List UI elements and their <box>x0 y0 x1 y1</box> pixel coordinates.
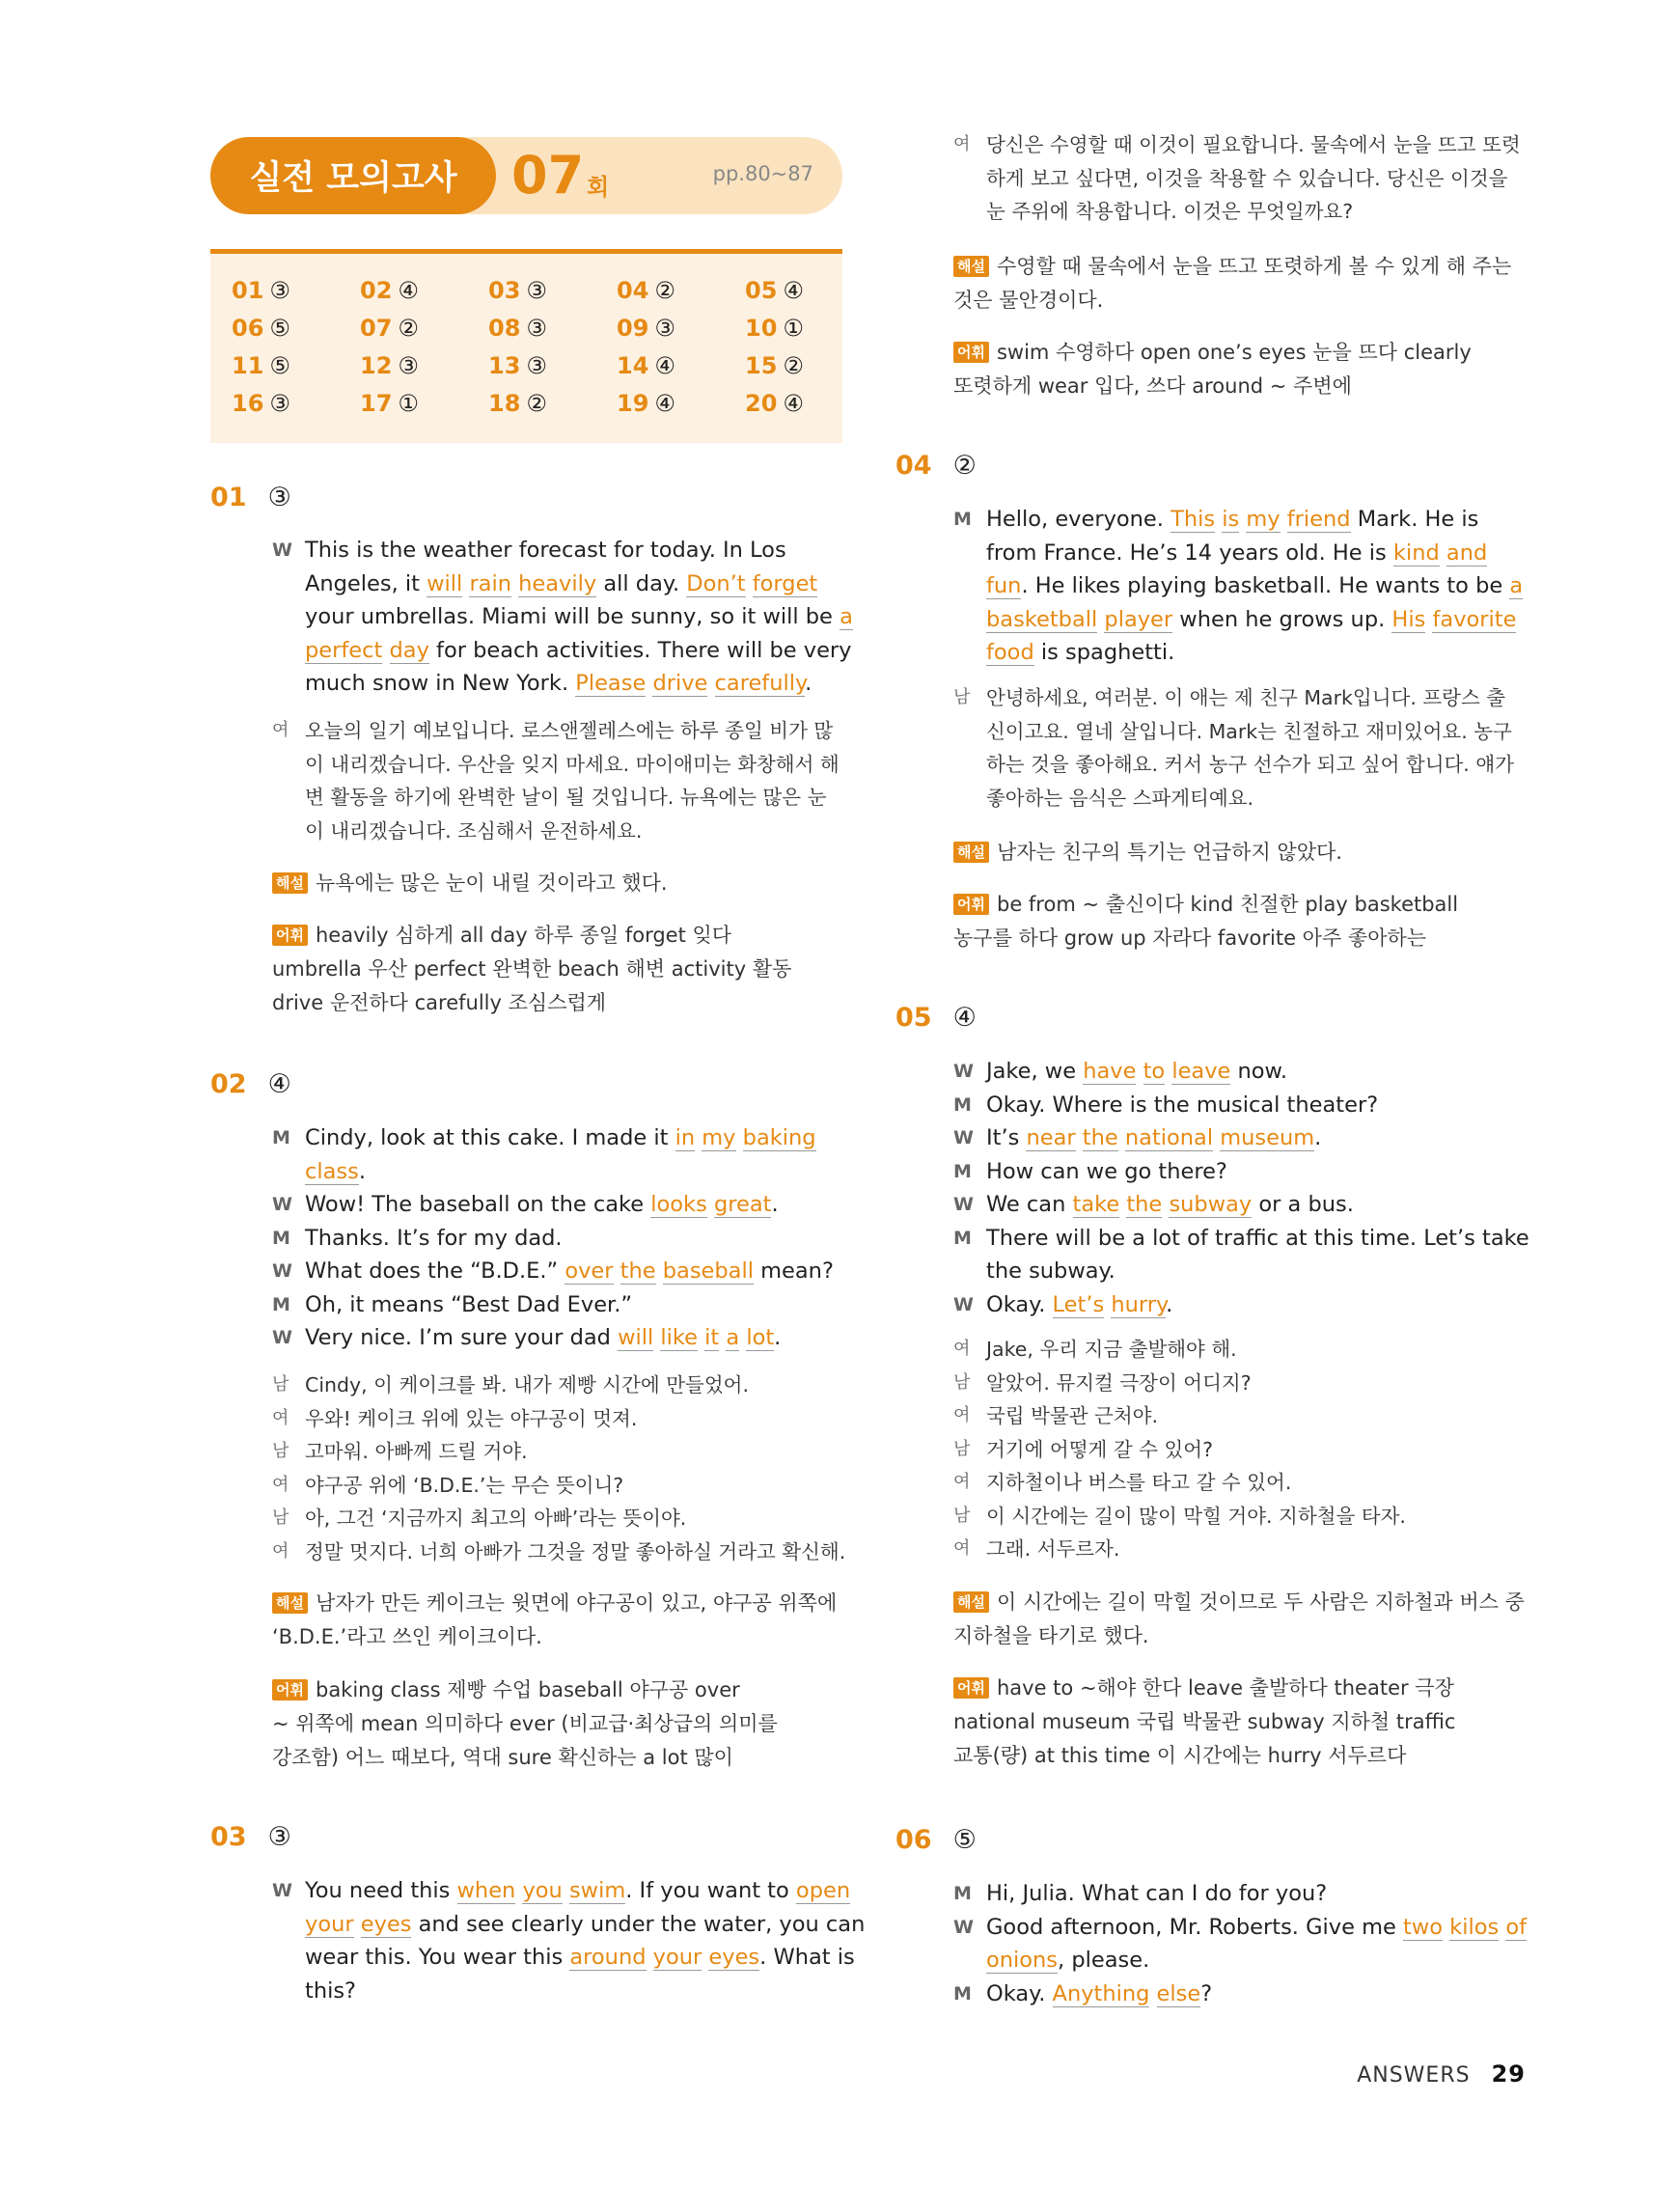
answer-row <box>232 315 873 342</box>
question-heading: 01 ③ <box>210 483 291 512</box>
page-number: 29 <box>1491 2060 1526 2088</box>
vocabulary: 어휘 have to ~해야 한다 leave 출발하다 theater 극장 national museum 국립 박물관 subway 지하철 traffic 교통(량) at this time 이 시간에는 hurry 서두르다 <box>953 1676 1456 1767</box>
vocabulary: 어휘 heavily 심하게 all day 하루 종일 forget 잊다 umbrella 우산 perfect 완벽한 beach 해변 activity 활동 drive 운전하다 carefully 조심스럽게 <box>272 924 792 1014</box>
script-korean: 여 Jake, 우리 지금 출발해야 해. 남 알았어. 뮤지컬 극장이 어디지? 여 국립 박물관 근처야. 남 거기에 어떻게 갈 수 있어? 여 지하철이나 버스를 타고 갈 수 있어. 남 이 시간에는 길이 많이 막힐 거야. 지하철을 타자. 여 그래. 서두르자. <box>953 1338 1406 1561</box>
page-footer <box>1357 2060 1526 2088</box>
answer-cell: 09 ③ <box>617 315 675 342</box>
script-english: W This is the weather forecast for today. In Los Angeles, it will rain heavily all day. Don’t forget your umbrellas. Miami will be sunny, so it will be a perfect day for beach activities. There will be very much snow in New York. Please drive carefully. <box>272 538 853 696</box>
explanation: 해설 뉴욕에는 많은 눈이 내릴 것이라고 했다. <box>272 867 668 900</box>
answer-cell: 15 ② <box>745 352 804 379</box>
answer-cell: 11 ⑤ <box>232 352 290 379</box>
answer-cell: 20 ④ <box>745 390 804 417</box>
question-heading: 03 ③ <box>210 1822 291 1852</box>
answer-cell: 14 ④ <box>617 352 675 379</box>
explanation: 해설 남자는 친구의 특기는 언급하지 않았다. <box>953 836 1342 870</box>
script-korean: 여 당신은 수영할 때 이것이 필요합니다. 물속에서 눈을 뜨고 또렷 하게 보고 싶다면, 이것을 착용할 수 있습니다. 당신은 이것을 눈 주위에 착용합니다. 이것은 무엇일까요? <box>953 133 1521 223</box>
explanation: 해설 남자가 만든 케이크는 윗면에 야구공이 있고, 야구공 위쪽에 ‘B.D.E.’라고 쓰인 케이크이다. <box>272 1591 838 1648</box>
answer-cell: 13 ③ <box>488 352 547 379</box>
answer-cell: 05 ④ <box>745 277 804 304</box>
answer-cell: 07 ② <box>360 315 419 342</box>
answer-cell: 19 ④ <box>617 390 675 417</box>
answer-cell: 12 ③ <box>360 352 419 379</box>
answer-cell: 17 ① <box>360 390 419 417</box>
answer-row <box>232 352 873 379</box>
question-heading: 05 ④ <box>895 1003 977 1033</box>
answer-cell: 02 ④ <box>360 277 419 304</box>
answer-row <box>232 390 873 417</box>
script-english: M Hello, everyone. This is my friend Mark. He is from France. He’s 14 years old. He is kind and fun. He likes playing basketball. He wants to be a basketball player when he grows up. His favorite food is spaghetti. <box>953 507 1524 665</box>
answer-cell: 04 ② <box>617 277 675 304</box>
script-korean: 남 안녕하세요, 여러분. 이 애는 제 친구 Mark입니다. 프랑스 출 신이고요. 열네 살입니다. Mark는 친절하고 재미있어요. 농구 하는 것을 좋아해요. 커서 농구 선수가 되고 싶어 합니다. 얘가 좋아하는 음식은 스파게티예요. <box>953 686 1514 810</box>
vocabulary: 어휘 swim 수영하다 open one’s eyes 눈을 뜨다 clearly 또렷하게 wear 입다, 쓰다 around ~ 주변에 <box>953 341 1472 398</box>
script-english: W Jake, we have to leave now. M Okay. Where is the musical theater? W It’s near the national museum. M How can we go there? W We can take the subway or a bus. M There will be a lot of traffic at this time. Let’s take the subway. W Okay. Let’s hurry. <box>953 1059 1529 1317</box>
explanation: 해설 이 시간에는 길이 막힐 것이므로 두 사람은 지하철과 버스 중 지하철을 타기로 했다. <box>953 1590 1525 1647</box>
answer-cell: 01 ③ <box>232 277 290 304</box>
script-english: M Hi, Julia. What can I do for you? W Good afternoon, Mr. Roberts. Give me two kilos of onions, please. M Okay. Anything else? <box>953 1881 1528 2006</box>
answer-cell: 06 ⑤ <box>232 315 290 342</box>
script-english: M Cindy, look at this cake. I made it in my baking class. W Wow! The baseball on the cake looks great. M Thanks. It’s for my dad. W What does the “B.D.E.” over the baseball mean? M Oh, it means “Best Dad Ever.” W Very nice. I’m sure your dad will like it a lot. <box>272 1125 834 1350</box>
page-range: pp.80~87 <box>712 162 813 185</box>
script-english: W You need this when you swim. If you want to open your eyes and see clearly under the water, you can wear this. You wear this around your eyes. What is this? <box>272 1878 866 2004</box>
explanation: 해설 수영할 때 물속에서 눈을 뜨고 또렷하게 볼 수 있게 해 주는 것은 물안경이다. <box>953 255 1512 312</box>
answer-row <box>232 277 873 304</box>
answer-cell: 10 ① <box>745 315 804 342</box>
answer-cell: 16 ③ <box>232 390 290 417</box>
section-header <box>210 137 842 214</box>
script-korean: 여 오늘의 일기 예보입니다. 로스앤젤레스에는 하루 종일 비가 많 이 내리겠습니다. 우산을 잊지 마세요. 마이애미는 화창해서 해 변 활동을 하기에 완벽한 날이 될 것입니다. 뉴욕에는 많은 눈 이 내리겠습니다. 조심해서 운전하세요. <box>272 719 840 843</box>
vocabulary: 어휘 baking class 제빵 수업 baseball 야구공 over ~ 위쪽에 mean 의미하다 ever (비교급·최상급의 의미를 강조함) 어느 때보다, 역대 sure 확신하는 a lot 많이 <box>272 1678 778 1769</box>
footer-label: ANSWERS <box>1357 2063 1471 2088</box>
answer-key-box <box>210 249 842 443</box>
test-number-suffix: 회 <box>587 174 610 201</box>
answer-cell: 08 ③ <box>488 315 547 342</box>
vocabulary: 어휘 be from ~ 출신이다 kind 친절한 play basketball 농구를 하다 grow up 자라다 favorite 아주 좋아하는 <box>953 893 1459 950</box>
answer-cell: 18 ② <box>488 390 547 417</box>
question-heading: 06 ⑤ <box>895 1825 977 1855</box>
section-title: 실전 모의고사 <box>210 137 496 214</box>
test-number: 07 <box>511 145 585 206</box>
answer-cell: 03 ③ <box>488 277 547 304</box>
script-korean: 남 Cindy, 이 케이크를 봐. 내가 제빵 시간에 만들었어. 여 우와! 케이크 위에 있는 야구공이 멋져. 남 고마워. 아빠께 드릴 거야. 여 야구공 위에 ‘B.D.E.’는 무슨 뜻이니? 남 아, 그건 ‘지금까지 최고의 아빠’라는 뜻이야. 여 정말 멋지다. 너희 아빠가 그것을 정말 좋아하실 거라고 확신해. <box>272 1373 846 1563</box>
question-heading: 02 ④ <box>210 1069 291 1099</box>
question-heading: 04 ② <box>895 451 977 481</box>
